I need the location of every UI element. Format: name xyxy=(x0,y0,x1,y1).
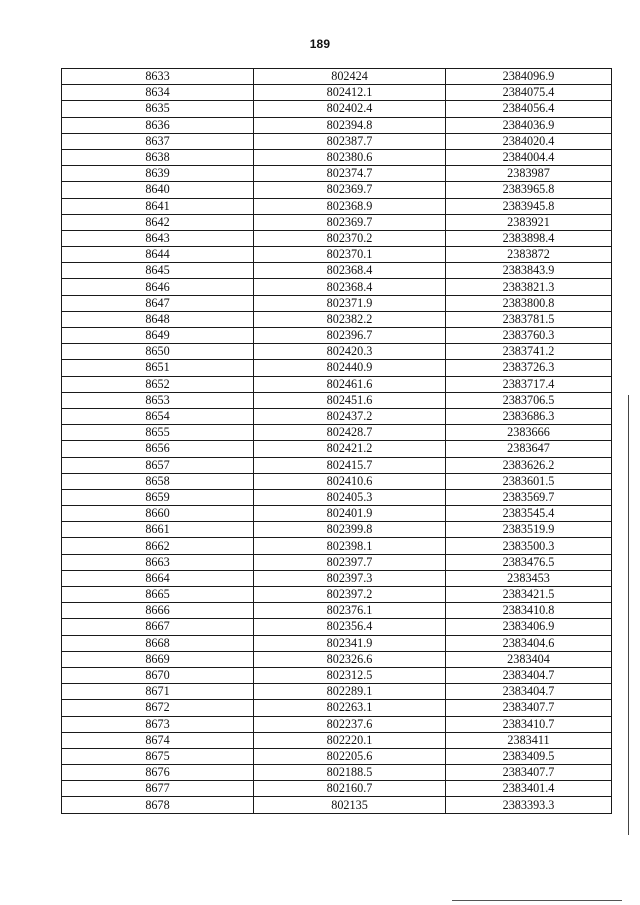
y-coordinate-cell: 2383407.7 xyxy=(446,765,612,781)
y-coordinate-cell: 2383781.5 xyxy=(446,311,612,327)
table-row xyxy=(62,360,612,376)
table-row xyxy=(62,328,612,344)
y-coordinate-cell: 2383410.7 xyxy=(446,716,612,732)
x-coordinate-cell: 802220.1 xyxy=(254,732,446,748)
x-coordinate-cell: 802341.9 xyxy=(254,635,446,651)
table-row xyxy=(62,781,612,797)
page-number: 189 xyxy=(309,37,331,51)
table-row xyxy=(62,133,612,149)
y-coordinate-cell: 2384075.4 xyxy=(446,85,612,101)
x-coordinate-cell: 802396.7 xyxy=(254,328,446,344)
x-coordinate-cell: 802410.6 xyxy=(254,473,446,489)
x-coordinate-cell: 802421.2 xyxy=(254,441,446,457)
x-coordinate-cell: 802398.1 xyxy=(254,538,446,554)
y-coordinate-cell: 2383666 xyxy=(446,425,612,441)
point-number-cell: 8642 xyxy=(62,214,254,230)
table-row xyxy=(62,522,612,538)
point-number-cell: 8634 xyxy=(62,85,254,101)
point-number-cell: 8672 xyxy=(62,700,254,716)
point-number-cell: 8661 xyxy=(62,522,254,538)
table-row xyxy=(62,214,612,230)
y-coordinate-cell: 2383406.9 xyxy=(446,619,612,635)
point-number-cell: 8663 xyxy=(62,554,254,570)
point-number-cell: 8647 xyxy=(62,295,254,311)
y-coordinate-cell: 2383800.8 xyxy=(446,295,612,311)
table-row xyxy=(62,263,612,279)
y-coordinate-cell: 2383872 xyxy=(446,247,612,263)
x-coordinate-cell: 802402.4 xyxy=(254,101,446,117)
x-coordinate-cell: 802394.8 xyxy=(254,117,446,133)
table-row xyxy=(62,101,612,117)
point-number-cell: 8648 xyxy=(62,311,254,327)
x-coordinate-cell: 802356.4 xyxy=(254,619,446,635)
x-coordinate-cell: 802205.6 xyxy=(254,748,446,764)
x-coordinate-cell: 802420.3 xyxy=(254,344,446,360)
scan-edge-line xyxy=(628,395,629,835)
point-number-cell: 8640 xyxy=(62,182,254,198)
x-coordinate-cell: 802397.7 xyxy=(254,554,446,570)
point-number-cell: 8641 xyxy=(62,198,254,214)
point-number-cell: 8649 xyxy=(62,328,254,344)
table-row xyxy=(62,538,612,554)
point-number-cell: 8673 xyxy=(62,716,254,732)
table-row xyxy=(62,732,612,748)
table-row xyxy=(62,85,612,101)
y-coordinate-cell: 2383686.3 xyxy=(446,408,612,424)
point-number-cell: 8675 xyxy=(62,748,254,764)
point-number-cell: 8650 xyxy=(62,344,254,360)
x-coordinate-cell: 802399.8 xyxy=(254,522,446,538)
point-number-cell: 8645 xyxy=(62,263,254,279)
table-row xyxy=(62,425,612,441)
table-row xyxy=(62,408,612,424)
x-coordinate-cell: 802312.5 xyxy=(254,667,446,683)
x-coordinate-cell: 802374.7 xyxy=(254,166,446,182)
y-coordinate-cell: 2383411 xyxy=(446,732,612,748)
table-row xyxy=(62,441,612,457)
x-coordinate-cell: 802387.7 xyxy=(254,133,446,149)
y-coordinate-cell: 2383898.4 xyxy=(446,230,612,246)
table-row xyxy=(62,797,612,813)
table-row xyxy=(62,473,612,489)
x-coordinate-cell: 802368.9 xyxy=(254,198,446,214)
point-number-cell: 8652 xyxy=(62,376,254,392)
table-row xyxy=(62,149,612,165)
point-number-cell: 8664 xyxy=(62,570,254,586)
y-coordinate-cell: 2383706.5 xyxy=(446,392,612,408)
y-coordinate-cell: 2383421.5 xyxy=(446,587,612,603)
x-coordinate-cell: 802397.2 xyxy=(254,587,446,603)
x-coordinate-cell: 802263.1 xyxy=(254,700,446,716)
point-number-cell: 8677 xyxy=(62,781,254,797)
y-coordinate-cell: 2383741.2 xyxy=(446,344,612,360)
point-number-cell: 8656 xyxy=(62,441,254,457)
y-coordinate-cell: 2383407.7 xyxy=(446,700,612,716)
x-coordinate-cell: 802237.6 xyxy=(254,716,446,732)
table-row xyxy=(62,489,612,505)
table-row xyxy=(62,684,612,700)
y-coordinate-cell: 2383404.6 xyxy=(446,635,612,651)
point-number-cell: 8654 xyxy=(62,408,254,424)
point-number-cell: 8670 xyxy=(62,667,254,683)
point-number-cell: 8658 xyxy=(62,473,254,489)
y-coordinate-cell: 2383821.3 xyxy=(446,279,612,295)
table-row xyxy=(62,603,612,619)
y-coordinate-cell: 2383987 xyxy=(446,166,612,182)
point-number-cell: 8653 xyxy=(62,392,254,408)
x-coordinate-cell: 802368.4 xyxy=(254,279,446,295)
table-row xyxy=(62,376,612,392)
x-coordinate-cell: 802289.1 xyxy=(254,684,446,700)
y-coordinate-cell: 2383410.8 xyxy=(446,603,612,619)
point-number-cell: 8636 xyxy=(62,117,254,133)
y-coordinate-cell: 2383404 xyxy=(446,651,612,667)
x-coordinate-cell: 802369.7 xyxy=(254,182,446,198)
point-number-cell: 8662 xyxy=(62,538,254,554)
point-number-cell: 8678 xyxy=(62,797,254,813)
point-number-cell: 8676 xyxy=(62,765,254,781)
x-coordinate-cell: 802370.1 xyxy=(254,247,446,263)
y-coordinate-cell: 2383476.5 xyxy=(446,554,612,570)
point-number-cell: 8665 xyxy=(62,587,254,603)
point-number-cell: 8655 xyxy=(62,425,254,441)
point-number-cell: 8638 xyxy=(62,149,254,165)
y-coordinate-cell: 2383500.3 xyxy=(446,538,612,554)
point-number-cell: 8666 xyxy=(62,603,254,619)
y-coordinate-cell: 2384004.4 xyxy=(446,149,612,165)
x-coordinate-cell: 802188.5 xyxy=(254,765,446,781)
point-number-cell: 8668 xyxy=(62,635,254,651)
table-row xyxy=(62,700,612,716)
table-row xyxy=(62,117,612,133)
x-coordinate-cell: 802451.6 xyxy=(254,392,446,408)
x-coordinate-cell: 802380.6 xyxy=(254,149,446,165)
y-coordinate-cell: 2383965.8 xyxy=(446,182,612,198)
x-coordinate-cell: 802326.6 xyxy=(254,651,446,667)
scan-bottom-line xyxy=(452,900,622,901)
table-row xyxy=(62,635,612,651)
table-row xyxy=(62,570,612,586)
x-coordinate-cell: 802415.7 xyxy=(254,457,446,473)
table-row xyxy=(62,765,612,781)
point-number-cell: 8659 xyxy=(62,489,254,505)
y-coordinate-cell: 2383601.5 xyxy=(446,473,612,489)
y-coordinate-cell: 2383945.8 xyxy=(446,198,612,214)
x-coordinate-cell: 802368.4 xyxy=(254,263,446,279)
x-coordinate-cell: 802382.2 xyxy=(254,311,446,327)
x-coordinate-cell: 802160.7 xyxy=(254,781,446,797)
coordinates-table xyxy=(61,68,612,814)
point-number-cell: 8644 xyxy=(62,247,254,263)
table-row xyxy=(62,344,612,360)
y-coordinate-cell: 2383401.4 xyxy=(446,781,612,797)
point-number-cell: 8637 xyxy=(62,133,254,149)
y-coordinate-cell: 2383647 xyxy=(446,441,612,457)
x-coordinate-cell: 802401.9 xyxy=(254,506,446,522)
point-number-cell: 8667 xyxy=(62,619,254,635)
y-coordinate-cell: 2383404.7 xyxy=(446,667,612,683)
x-coordinate-cell: 802461.6 xyxy=(254,376,446,392)
y-coordinate-cell: 2384036.9 xyxy=(446,117,612,133)
point-number-cell: 8674 xyxy=(62,732,254,748)
y-coordinate-cell: 2383545.4 xyxy=(446,506,612,522)
table-row xyxy=(62,295,612,311)
table-row xyxy=(62,457,612,473)
table-row xyxy=(62,392,612,408)
table-row xyxy=(62,748,612,764)
point-number-cell: 8669 xyxy=(62,651,254,667)
y-coordinate-cell: 2383843.9 xyxy=(446,263,612,279)
table-row xyxy=(62,198,612,214)
y-coordinate-cell: 2383519.9 xyxy=(446,522,612,538)
x-coordinate-cell: 802440.9 xyxy=(254,360,446,376)
table-row xyxy=(62,587,612,603)
y-coordinate-cell: 2384096.9 xyxy=(446,69,612,85)
table-row xyxy=(62,230,612,246)
x-coordinate-cell: 802369.7 xyxy=(254,214,446,230)
x-coordinate-cell: 802405.3 xyxy=(254,489,446,505)
table-row xyxy=(62,182,612,198)
point-number-cell: 8651 xyxy=(62,360,254,376)
y-coordinate-cell: 2383409.5 xyxy=(446,748,612,764)
table-row xyxy=(62,554,612,570)
x-coordinate-cell: 802412.1 xyxy=(254,85,446,101)
x-coordinate-cell: 802437.2 xyxy=(254,408,446,424)
point-number-cell: 8646 xyxy=(62,279,254,295)
table-row xyxy=(62,506,612,522)
point-number-cell: 8639 xyxy=(62,166,254,182)
y-coordinate-cell: 2384020.4 xyxy=(446,133,612,149)
table-row xyxy=(62,69,612,85)
x-coordinate-cell: 802376.1 xyxy=(254,603,446,619)
coordinates-table-body xyxy=(62,69,612,814)
point-number-cell: 8633 xyxy=(62,69,254,85)
point-number-cell: 8671 xyxy=(62,684,254,700)
table-row xyxy=(62,619,612,635)
x-coordinate-cell: 802424 xyxy=(254,69,446,85)
x-coordinate-cell: 802370.2 xyxy=(254,230,446,246)
table-row xyxy=(62,651,612,667)
table-row xyxy=(62,716,612,732)
x-coordinate-cell: 802397.3 xyxy=(254,570,446,586)
y-coordinate-cell: 2383393.3 xyxy=(446,797,612,813)
y-coordinate-cell: 2383404.7 xyxy=(446,684,612,700)
table-row xyxy=(62,279,612,295)
table-row xyxy=(62,311,612,327)
y-coordinate-cell: 2383569.7 xyxy=(446,489,612,505)
y-coordinate-cell: 2384056.4 xyxy=(446,101,612,117)
table-row xyxy=(62,166,612,182)
y-coordinate-cell: 2383717.4 xyxy=(446,376,612,392)
y-coordinate-cell: 2383726.3 xyxy=(446,360,612,376)
table-row xyxy=(62,667,612,683)
y-coordinate-cell: 2383760.3 xyxy=(446,328,612,344)
point-number-cell: 8657 xyxy=(62,457,254,473)
x-coordinate-cell: 802135 xyxy=(254,797,446,813)
y-coordinate-cell: 2383453 xyxy=(446,570,612,586)
point-number-cell: 8643 xyxy=(62,230,254,246)
x-coordinate-cell: 802371.9 xyxy=(254,295,446,311)
point-number-cell: 8635 xyxy=(62,101,254,117)
table-row xyxy=(62,247,612,263)
x-coordinate-cell: 802428.7 xyxy=(254,425,446,441)
y-coordinate-cell: 2383626.2 xyxy=(446,457,612,473)
point-number-cell: 8660 xyxy=(62,506,254,522)
y-coordinate-cell: 2383921 xyxy=(446,214,612,230)
